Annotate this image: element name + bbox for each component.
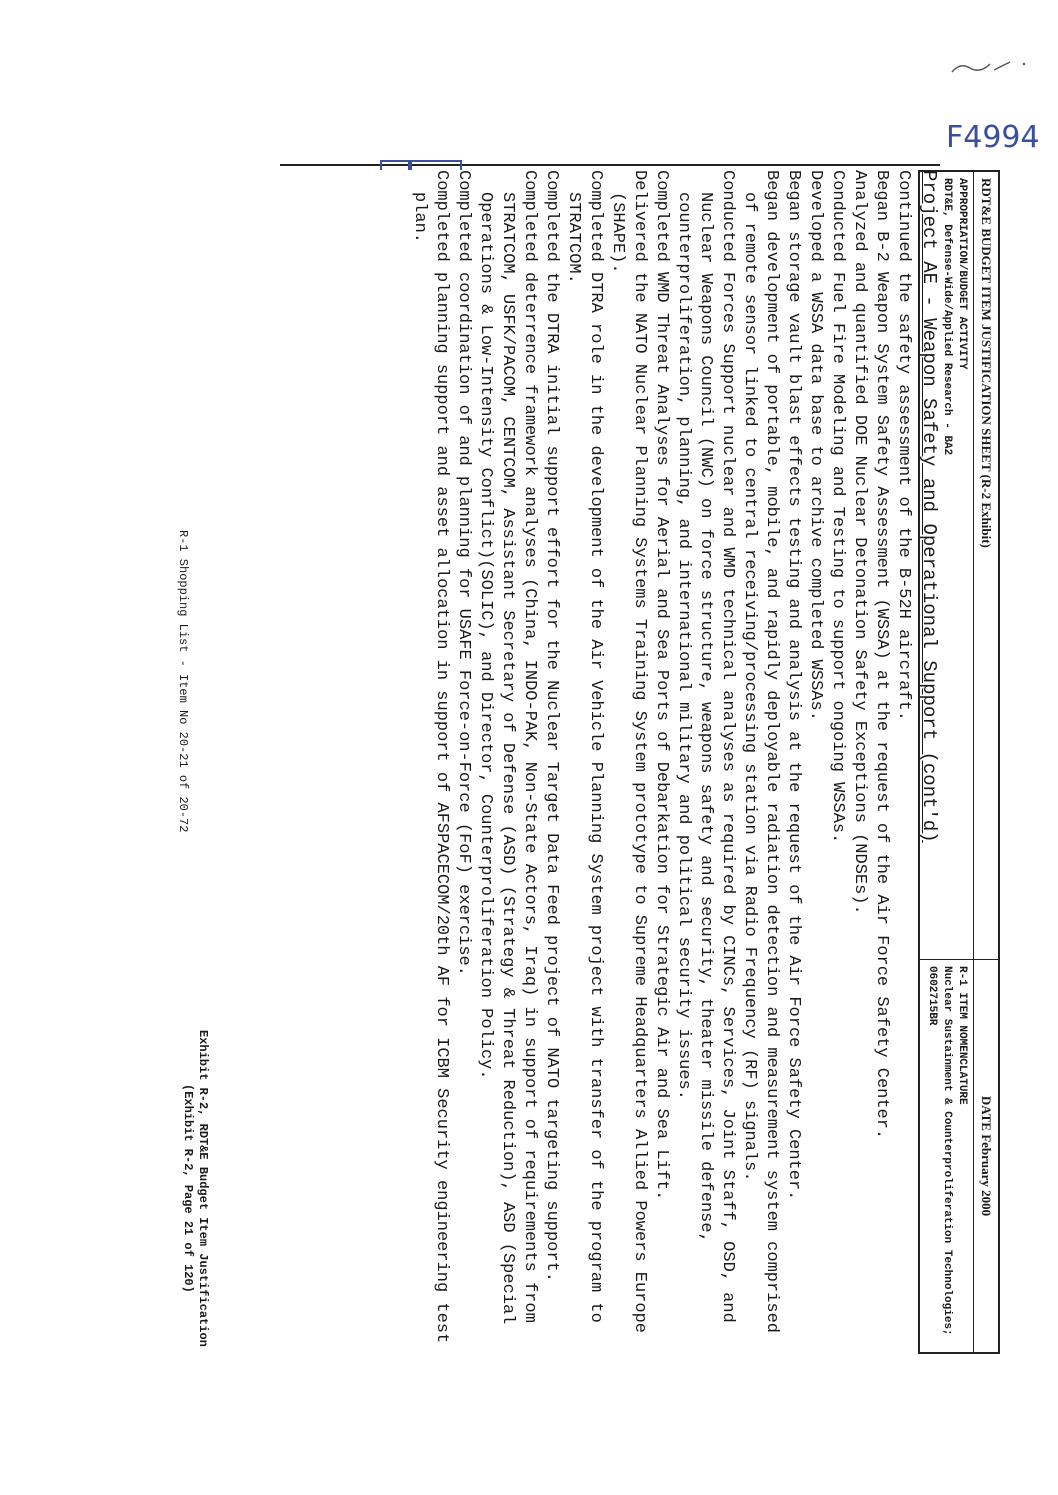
footer-exhibit-line1: Exhibit R-2, RDT&E Budget Item Justification — [196, 1030, 210, 1347]
handwritten-bracket — [408, 160, 462, 170]
handwritten-note: F4994 — [946, 120, 1040, 155]
rotated-content — [150, 120, 1040, 1450]
footer-shopping-list: R-1 Shopping List - Item No 20-21 of 20-72 — [176, 530, 190, 833]
list-item: Completed WMD Threat Analyses for Aerial and Sea Ports of Debarkation for Strategic Air and Sea Lift. — [652, 170, 671, 1201]
list-item: Began development of portable, mobile, and rapidly deployable radiation detection and measurement system comprised of remote sensor linked to central receiving/processing station via Radio Frequency (RF) signals. — [740, 170, 781, 1333]
sheet-title: RDT&E BUDGET ITEM JUSTIFICATION SHEET (R-2 Exhibit) — [974, 172, 998, 960]
appropriation-value: RDT&E, Defense-Wide/Applied Research - BA2 — [941, 178, 953, 456]
pen-mark-icon — [950, 58, 1030, 76]
list-item: Began B-2 Weapon System Safety Assessment (WSSA) at the request of the Air Force Safety Center. — [872, 170, 891, 1140]
nomenclature-value: Nuclear Sustainment & Counterproliferation Technologies; 0602715BR — [926, 966, 953, 1336]
handwritten-bracket — [380, 160, 412, 170]
list-item: Continued the safety assessment of the B-52H aircraft. — [894, 170, 913, 721]
project-title: Project AE - Weapon Safety and Operational Support (cont'd) — [918, 170, 940, 843]
date-cell: DATE February 2000 — [979, 1095, 994, 1217]
list-item: Began storage vault blast effects testing and analysis at the request of the Air Force Safety Center. — [784, 170, 803, 1201]
list-item: Conducted Fuel Fire Modeling and Testing to support ongoing WSSAs. — [828, 170, 847, 844]
list-item: Completed deterrence framework analyses (China, INDO-PAK, Non-State Actors, Iraq) in support of requirements from STRATCOM, USFK/PACOM, CENTCOM, Assistant Secretary of Defense (ASD) (Strategy & Threat Reduction), ASD (Special Operations & Low-Intensity Conflict)(SOLIC), and Director, Counterproliferation Policy. — [476, 170, 539, 1325]
footer-exhibit-line2: (Exhibit R-2, Page 21 of 120) — [181, 1084, 195, 1293]
list-item: Completed coordination of and planning for USAFE Force-on-Force (FoF) exercise. — [454, 170, 473, 976]
list-item: Completed planning support and asset allocation in support of AFSPACECOM/20th AF for ICBM Security engineering test plan. — [410, 170, 451, 1344]
list-item: Developed a WSSA data base to archive completed WSSAs. — [806, 170, 825, 721]
list-item: Completed the DTRA initial support effort for the Nuclear Target Data Feed project of NATO targeting support. — [542, 170, 561, 1282]
list-item: Conducted Forces Support nuclear and WMD technical analyses as required by CINCs, Services, Joint Staff, OSD, and Nuclear Weapons Council (NWC) on force structure, weapons safety and security, theater missile defense, counterproliferation, planning, and international military and political security issues. — [674, 170, 737, 1323]
accomplishments-list — [408, 170, 914, 1350]
appropriation-label: APPROPRIATION/BUDGET ACTIVITY — [956, 178, 968, 370]
list-item: Delivered the NATO Nuclear Planning Systems Training System prototype to Supreme Headquarters Allied Powers Europe (SHAPE). — [608, 170, 649, 1333]
nomenclature-label: R-1 ITEM NOMENCLATURE — [956, 966, 968, 1105]
footer-exhibit — [180, 1030, 210, 1347]
list-item: Analyzed and quantified DOE Nuclear Detonation Safety Exceptions (NDSEs). — [850, 170, 869, 915]
list-item: Completed DTRA role in the development of the Air Vehicle Planning System project with transfer of the program to STRATCOM. — [564, 170, 605, 1323]
